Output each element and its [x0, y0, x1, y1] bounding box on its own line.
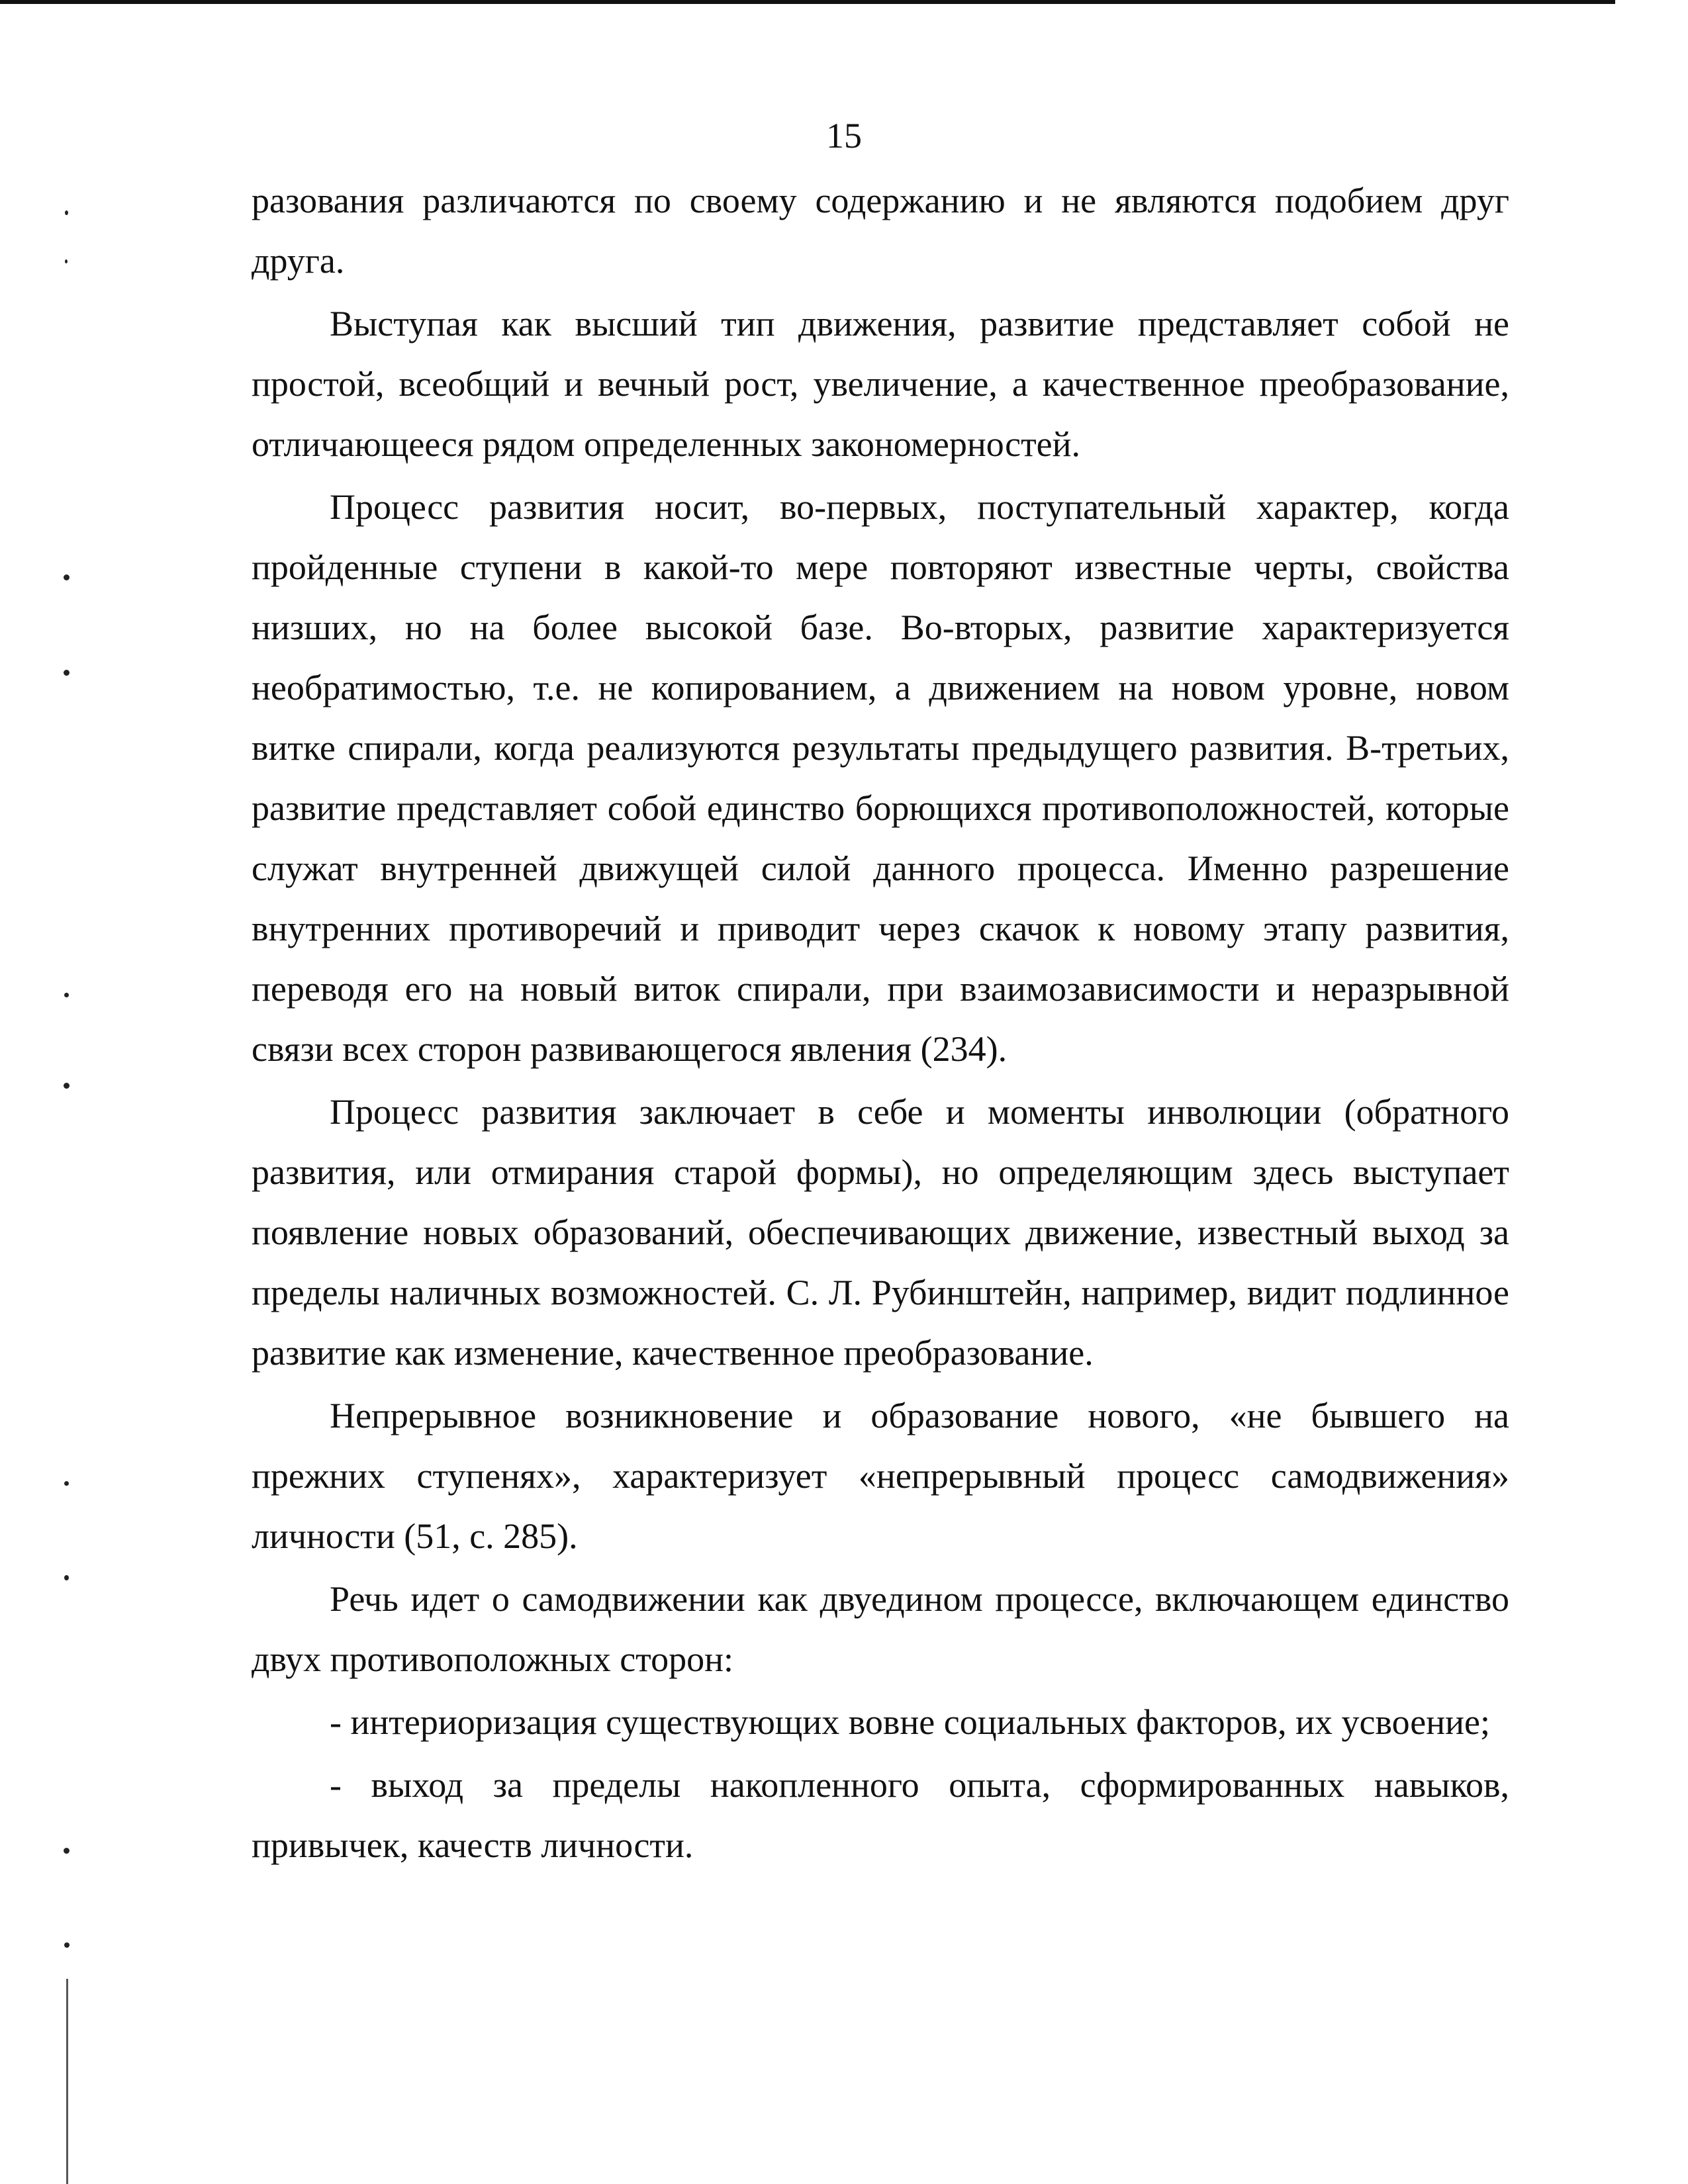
- margin-speck: [65, 210, 68, 215]
- list-item-2: - выход за пределы накопленного опыта, сформированных навыков, привычек, качеств личности.: [252, 1765, 1509, 1865]
- margin-speck: [64, 670, 70, 676]
- margin-speck: [64, 1575, 69, 1580]
- margin-scan-line: [66, 1979, 68, 2184]
- paragraph-5: Непрерывное возникновение и образование нового, «не бывшего на прежних ступенях», характеризует «непрерывный процесс самодвижения» личности (51, с. 285).: [252, 1396, 1509, 1556]
- margin-speck: [64, 1481, 69, 1486]
- list-item-1: - интериоризация существующих вовне социальных факторов, их усвоение;: [330, 1702, 1490, 1742]
- paragraph-2: Выступая как высший тип движения, развитие представляет собой не простой, всеобщий и вечный рост, увеличение, а качественное преобразование, отличающееся рядом определенных закономерностей.: [252, 304, 1509, 464]
- margin-speck: [64, 1083, 70, 1089]
- paragraph-1: разования различаются по своему содержанию и не являются подобием друг друга.: [252, 181, 1509, 281]
- margin-speck: [65, 259, 68, 263]
- margin-speck: [64, 993, 69, 997]
- paragraph-4: Процесс развития заключает в себе и моменты инволюции (обратного развития, или отмирания старой формы), но определяющим здесь выступает появление новых образований, обеспечивающих движение, известный выход за пределы наличных возможностей. С. Л. Рубинштейн, например, видит подлинное развитие как изменение, качественное преобразование.: [252, 1092, 1509, 1373]
- top-scan-edge-rule: [0, 0, 1615, 4]
- margin-speck: [64, 1942, 70, 1948]
- margin-speck: [64, 1848, 70, 1854]
- margin-speck: [64, 574, 70, 580]
- paragraph-3: Процесс развития носит, во-первых, поступательный характер, когда пройденные ступени в какой-то мере повторяют известные черты, свойства низших, но на более высокой базе. Во-вторых, развитие характеризуется необратимостью, т.е. не копированием, а движением на новом уровне, новом витке спирали, когда реализуются результаты предыдущего развития. В-третьих, развитие представляет собой единство борющихся противоположностей, которые служат внутренней движущей силой данного процесса. Именно разрешение внутренних противоречий и приводит через скачок к новому этапу развития, переводя его на новый виток спирали, при взаимозависимости и неразрывной связи всех сторон развивающегося явления (234).: [252, 487, 1509, 1069]
- body-text: [252, 171, 1509, 1878]
- paragraph-6: Речь идет о самодвижении как двуедином процессе, включающем единство двух противоположных сторон:: [252, 1579, 1509, 1679]
- page-number: 15: [826, 116, 862, 156]
